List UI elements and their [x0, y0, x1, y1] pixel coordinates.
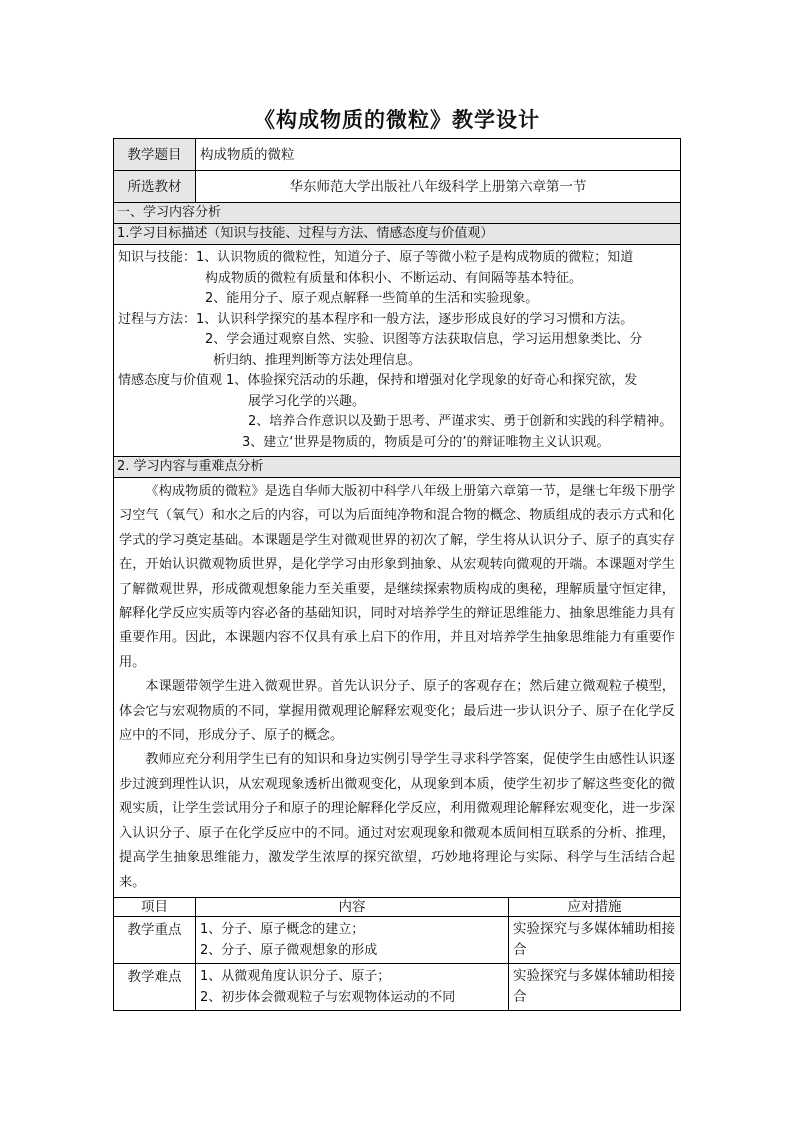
knowledge-label: 知识与技能： [118, 250, 197, 265]
difficulty-measure: 实验探究与多媒体辅助相接合 [509, 963, 681, 1010]
emotion-item-1b: 展学习化学的兴趣。 [248, 393, 366, 409]
header-item: 项目 [114, 897, 196, 916]
process-item-2a: 2、学会通过观察自然、实验、识图等方法获取信息，学习运用想象类比、分 [205, 332, 643, 347]
knowledge-item-1b: 构成物质的微粒有质量和体积小、不断运动、有间隔等基本特征。 [205, 270, 583, 286]
document-title: 《构成物质的微粒》教学设计 [254, 107, 540, 132]
key-point-row [114, 916, 681, 963]
analysis-paragraph-3: 教师应充分利用学生已有的知识和身边实例引导学生寻求科学答案，促使学生由感性认识逐步过渡到理性认识，从宏观现象透析出微观变化，从现象到本质，使学生初步了解这些变化的微观实质，让学生尝试用分子和原子的理论解释化学反应，利用微观理论解释宏观变化，进一步深入认识分子、原子在化学反应中的不同。通过对宏观现象和微观本质间相互联系的分析、推理，提高学生抽象思维能力，激发学生浓厚的探究欲望，巧妙地将理论与实际、科学与生活结合起来。 [119, 752, 675, 890]
difficulty-content-2: 2、初步体会微观粒子与宏观物体运动的不同 [200, 989, 456, 1005]
section-2-heading: 2. 学习内容与重难点分析 [114, 457, 681, 478]
key-point-content-2: 2、分子、原子微观想象的形成 [200, 942, 378, 958]
difficulty-row [114, 963, 681, 1010]
process-label: 过程与方法： [118, 311, 197, 327]
process-item-2b: 析归纳、推理判断等方法处理信息。 [213, 352, 422, 368]
design-table [113, 138, 680, 1018]
difficulty-content-1: 1、从微观角度认识分子、原子； [200, 968, 391, 984]
emotion-item-2: 2、培养合作意识以及勤于思考、严谨求实、勇于创新和实践的科学精神。 [248, 414, 673, 429]
learning-goals [114, 245, 681, 457]
key-table-header-row [114, 897, 681, 916]
emotion-label: 情感态度与价值观 [118, 373, 223, 388]
knowledge-item-2: 2、能用分子、原子观点解释一些简单的生活和实验现象。 [205, 291, 539, 306]
difficulty-label: 教学难点 [114, 963, 196, 1010]
header-content: 内容 [196, 897, 509, 916]
textbook-value: 华东师范大学出版社八年级科学上册第六章第一节 [196, 171, 681, 203]
key-point-measure: 实验探究与多媒体辅助相接合 [509, 916, 681, 963]
key-point-content [196, 916, 509, 963]
key-point-label: 教学重点 [114, 916, 196, 963]
section-1-1-row [114, 224, 681, 245]
difficulty-content [196, 963, 509, 1010]
section-1-1-heading: 1.学习目标描述（知识与技能、过程与方法、情感态度与价值观） [114, 224, 681, 245]
textbook-label: 所选教材 [114, 171, 196, 203]
analysis-paragraph-2: 本课题带领学生进入微观世界。首先认识分子、原子的客观存在；然后建立微观粒子模型，体会它与宏观物质的不同，掌握用微观理论解释宏观变化；最后进一步认识分子、原子在化学反应中的不同，形成分子、原子的概念。 [119, 679, 675, 744]
section-2-row [114, 457, 681, 478]
analysis-paragraph-1: 《构成物质的微粒》是选自华师大版初中科学八年级上册第六章第一节，是继七年级下册学习空气（氧气）和水之后的内容，可以为后面纯净物和混合物的概念、物质组成的表示方式和化学式的学习奠定基础。本课题是学生对微观世界的初次了解，学生将从认识分子、原子的真实存在，开始认识微观物质世界，是化学学习由形象到抽象、从宏观转向微观的开端。本课题对学生了解微观世界，形成微观想象能力至关重要，是继续探索物质构成的奥秘，理解质量守恒定律，解释化学反应实质等内容必备的基础知识，同时对培养学生的辩证思维能力、抽象思维能力具有重要作用。因此，本课题内容不仅具有承上启下的作用，并且对培养学生抽象思维能力有重要作用。 [119, 484, 675, 670]
textbook-row [114, 171, 681, 203]
topic-label: 教学题目 [114, 139, 196, 171]
process-item-1: 1、认识科学探究的基本程序和一般方法，逐步形成良好的学习习惯和方法。 [196, 311, 634, 327]
goals-row [114, 245, 681, 457]
knowledge-goal-line-1 [118, 248, 676, 269]
emotion-goal-line-1 [118, 371, 676, 392]
emotion-item-1a: 1、体验探究活动的乐趣，保持和增强对化学现象的好奇心和探究欲，发 [226, 373, 638, 388]
process-goal-line-1 [118, 310, 676, 331]
content-analysis [114, 478, 681, 898]
section-1-row [114, 203, 681, 224]
emotion-item-3: 3、建立‘世界是物质的，物质是可分的’的辩证唯物主义认识观。 [242, 434, 610, 450]
knowledge-item-1a: 1、认识物质的微粒性，知道分子、原子等微小粒子是构成物质的微粒；知道 [196, 250, 634, 265]
header-measure: 应对措施 [509, 897, 681, 916]
topic-value: 构成物质的微粒 [196, 139, 681, 171]
section-1-heading: 一、学习内容分析 [114, 203, 681, 224]
key-point-content-1: 1、分子、原子概念的建立； [200, 921, 365, 937]
topic-row [114, 139, 681, 171]
analysis-row [114, 478, 681, 898]
